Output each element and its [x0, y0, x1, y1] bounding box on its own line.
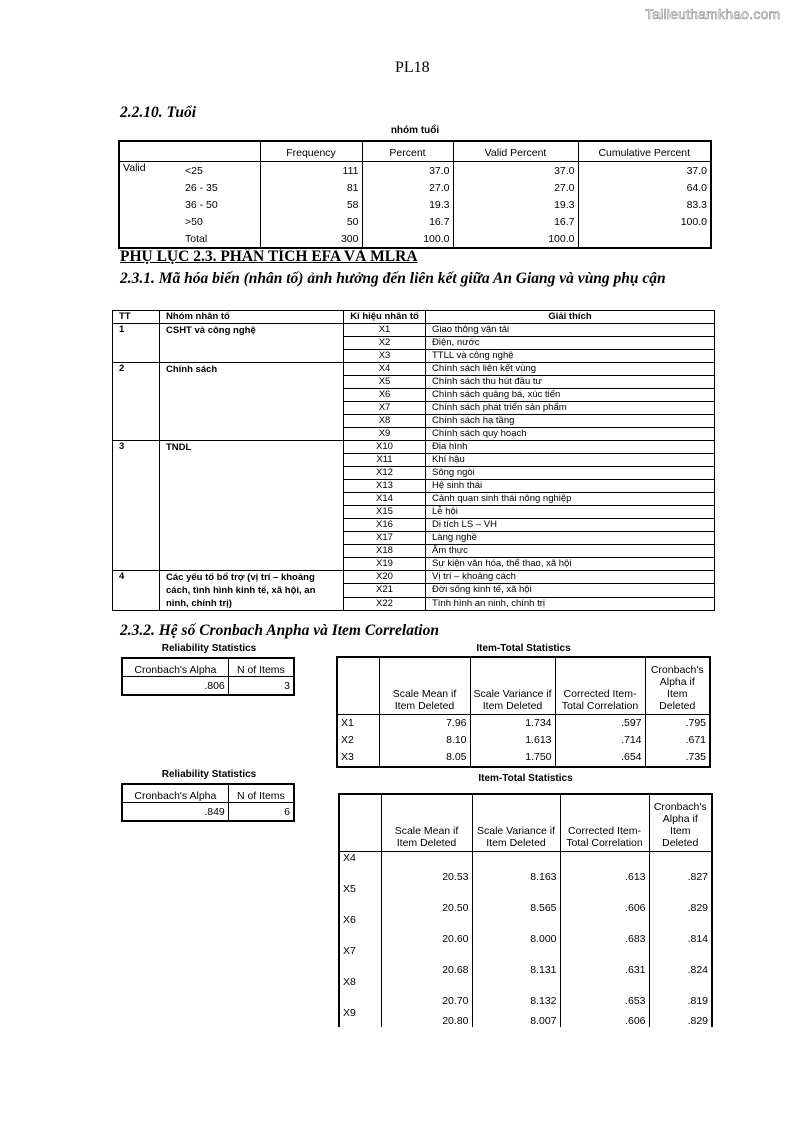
col-header-tt: TT [113, 311, 160, 324]
cell-alpha-if-deleted: .671 [685, 734, 706, 746]
cell-alpha-if-deleted: .819 [687, 995, 708, 1007]
cell-cumulative-percent: 64.0 [686, 181, 707, 194]
variable-encoding-table [112, 310, 715, 611]
factor-description: TTLL và công nghệ [426, 350, 715, 363]
cell-scale-mean: 20.60 [381, 914, 472, 945]
row-label: X6 [339, 914, 381, 945]
table-row [339, 976, 712, 1007]
factor-code: X12 [344, 467, 426, 480]
cell-cumulative-percent: 100.0 [680, 215, 707, 228]
section-heading-age: 2.2.10. Tuổi [120, 104, 197, 121]
row-label: >50 [182, 213, 260, 230]
col-header-corrected-correlation: Corrected Item-Total Correlation [560, 794, 649, 851]
group-name: CSHT và công nghệ [160, 324, 344, 363]
group-number: 2 [113, 363, 160, 441]
cell-percent: 27.0 [362, 179, 453, 196]
cell-corrected-correlation: .714 [555, 732, 645, 749]
factor-code: X4 [344, 363, 426, 376]
table-row [339, 914, 712, 945]
col-header-factor-symbol: Kí hiệu nhân tố [344, 311, 426, 324]
table-row [339, 851, 712, 883]
row-label: 36 - 50 [182, 196, 260, 213]
factor-code: X19 [344, 558, 426, 571]
factor-description: Ẩm thực [426, 545, 715, 558]
table-row [339, 883, 712, 914]
factor-description: Tình hình an ninh, chính trị [426, 597, 715, 610]
valid-label: Valid [123, 162, 146, 174]
table-row [119, 213, 711, 230]
col-header-corrected-correlation: Corrected Item-Total Correlation [555, 657, 645, 714]
table-row [113, 363, 715, 376]
factor-code: X9 [344, 428, 426, 441]
row-label: <25 [182, 162, 260, 180]
section-heading-cronbach: 2.3.2. Hệ số Cronbach Anpha và Item Correlation [120, 622, 439, 639]
cell-corrected-correlation: .653 [560, 976, 649, 1007]
factor-description: Địa hình [426, 441, 715, 454]
cell-scale-mean: 20.50 [381, 883, 472, 914]
factor-description: Chính sách hạ tầng [426, 415, 715, 428]
factor-description: Hệ sinh thái [426, 480, 715, 493]
cell-alpha-if-deleted: .829 [687, 902, 708, 914]
cell-alpha-if-deleted: .824 [687, 964, 708, 976]
table-row [113, 571, 715, 584]
item-total-caption: Item-Total Statistics [476, 643, 571, 654]
table-row [119, 162, 711, 180]
table-row [113, 324, 715, 337]
col-header-percent: Percent [362, 141, 453, 162]
appendix-title: PHỤ LỤC 2.3. PHÂN TÍCH EFA VÀ MLRA [120, 248, 418, 265]
reliability-statistics-table [121, 657, 295, 696]
cell-alpha-if-deleted: .735 [685, 751, 706, 763]
cell-valid-percent: 19.3 [453, 196, 578, 213]
cell-alpha-if-deleted: .814 [687, 933, 708, 945]
col-header-valid-percent: Valid Percent [453, 141, 578, 162]
col-header-scale-variance: Scale Variance if Item Deleted [472, 794, 560, 851]
factor-description: Chính sách quảng bá, xúc tiến [426, 389, 715, 402]
cell-scale-mean: 8.10 [379, 732, 470, 749]
cell-scale-variance: 1.734 [470, 714, 555, 732]
col-header-factor-group: Nhóm nhân tố [160, 311, 344, 324]
factor-code: X8 [344, 415, 426, 428]
col-header-explanation: Giải thích [426, 311, 715, 324]
factor-code: X5 [344, 376, 426, 389]
cell-cumulative-percent: 83.3 [686, 198, 707, 211]
cell-scale-variance: 8.131 [472, 945, 560, 976]
group-number: 3 [113, 441, 160, 571]
cell-valid-percent: 27.0 [453, 179, 578, 196]
section-heading-encoding: 2.3.1. Mã hóa biến (nhân tố) ảnh hưởng đến liên kết giữa An Giang và vùng phụ cận [120, 270, 666, 287]
factor-code: X3 [344, 350, 426, 363]
encoding-header-row [113, 311, 715, 324]
cell-scale-variance: 1.750 [470, 749, 555, 767]
factor-code: X20 [344, 571, 426, 584]
reliability-statistics-table [121, 783, 295, 822]
item-total-statistics-table [336, 656, 711, 768]
cell-valid-percent: 100.0 [453, 230, 578, 248]
page-label: PL18 [395, 59, 430, 76]
row-label: X9 [339, 1007, 381, 1027]
cell-scale-mean: 8.05 [379, 749, 470, 767]
factor-description: Chính sách quy hoạch [426, 428, 715, 441]
cell-scale-variance: 8.565 [472, 883, 560, 914]
cell-percent: 100.0 [362, 230, 453, 248]
cell-n-items: 3 [284, 679, 290, 692]
group-number: 4 [113, 571, 160, 611]
col-header-cumulative-percent: Cumulative Percent [598, 147, 691, 159]
cell-corrected-correlation: .597 [555, 714, 645, 732]
cell-valid-percent: 37.0 [453, 162, 578, 180]
factor-code: X2 [344, 337, 426, 350]
factor-description: Vị trí – khoảng cách [426, 571, 715, 584]
cell-valid-percent: 16.7 [453, 213, 578, 230]
cell-corrected-correlation: .613 [560, 851, 649, 883]
row-label: Total [182, 230, 260, 248]
factor-code: X7 [344, 402, 426, 415]
col-header-alpha-if-deleted: Cronbach's Alpha if Item Deleted [650, 663, 704, 712]
cell-scale-mean: 7.96 [379, 714, 470, 732]
cell-scale-variance: 1.613 [470, 732, 555, 749]
reliability-caption: Reliability Statistics [161, 643, 257, 654]
item-total-statistics-table [338, 793, 713, 1027]
row-label: X5 [339, 883, 381, 914]
factor-code: X14 [344, 493, 426, 506]
cell-frequency: 111 [260, 162, 362, 180]
watermark: Tailieuthamkhao.com [645, 6, 781, 22]
table-row [339, 1007, 712, 1027]
cell-scale-mean: 20.53 [381, 851, 472, 883]
factor-code: X13 [344, 480, 426, 493]
cell-n-items: 6 [284, 805, 290, 818]
row-label: X2 [337, 732, 379, 749]
row-label: X3 [337, 749, 379, 767]
cell-cronbach-alpha: .849 [122, 803, 228, 822]
col-header-frequency: Frequency [260, 141, 362, 162]
col-header-scale-mean: Scale Mean if Item Deleted [379, 657, 470, 714]
table-row [119, 196, 711, 213]
cell-frequency: 58 [260, 196, 362, 213]
col-header-scale-variance: Scale Variance if Item Deleted [470, 657, 555, 714]
cell-percent: 37.0 [362, 162, 453, 180]
group-number: 1 [113, 324, 160, 363]
cell-alpha-if-deleted: .827 [687, 871, 708, 883]
cell-alpha-if-deleted: .829 [687, 1015, 708, 1027]
factor-code: X10 [344, 441, 426, 454]
factor-code: X21 [344, 584, 426, 597]
factor-code: X17 [344, 532, 426, 545]
table-row [119, 230, 711, 248]
cell-scale-mean: 20.68 [381, 945, 472, 976]
col-header-n-items: N of Items [236, 790, 285, 802]
row-label: 26 - 35 [182, 179, 260, 196]
row-label: X8 [339, 976, 381, 1007]
cell-percent: 19.3 [362, 196, 453, 213]
table-row [337, 749, 710, 767]
cell-scale-mean: 20.70 [381, 976, 472, 1007]
factor-code: X18 [344, 545, 426, 558]
col-header-cronbach-alpha: Cronbach's Alpha [122, 658, 228, 677]
factor-description: Chính sách liên kết vùng [426, 363, 715, 376]
group-name: Các yếu tố bổ trợ (vị trí – khoảng cách, tình hình kinh tế, xã hội, an ninh, chính trị) [160, 571, 344, 611]
factor-code: X16 [344, 519, 426, 532]
factor-description: Giao thông vận tải [426, 324, 715, 337]
cell-scale-variance: 8.007 [472, 1007, 560, 1027]
cell-scale-mean: 20.80 [381, 1007, 472, 1027]
table-row [337, 732, 710, 749]
factor-code: X11 [344, 454, 426, 467]
cell-alpha-if-deleted: .795 [685, 717, 706, 729]
row-label: X1 [337, 714, 379, 732]
factor-description: Chính sách thu hút đầu tư [426, 376, 715, 389]
cell-frequency: 300 [260, 230, 362, 248]
factor-code: X22 [344, 597, 426, 610]
cell-corrected-correlation: .631 [560, 945, 649, 976]
col-header-scale-mean: Scale Mean if Item Deleted [381, 794, 472, 851]
cell-cumulative-percent: 37.0 [686, 164, 707, 177]
cell-cronbach-alpha: .806 [122, 677, 228, 696]
factor-description: Điện, nước [426, 337, 715, 350]
row-label: X7 [339, 945, 381, 976]
factor-description: Di tích LS – VH [426, 519, 715, 532]
cell-percent: 16.7 [362, 213, 453, 230]
cell-corrected-correlation: .606 [560, 1007, 649, 1027]
cell-corrected-correlation: .683 [560, 914, 649, 945]
age-table-caption: nhóm tuổi [390, 125, 440, 136]
col-header-alpha-if-deleted: Cronbach's Alpha if Item Deleted [653, 800, 707, 849]
factor-code: X6 [344, 389, 426, 402]
cell-corrected-correlation: .654 [555, 749, 645, 767]
table-row [339, 945, 712, 976]
group-name: Chính sách [160, 363, 344, 441]
cell-frequency: 81 [260, 179, 362, 196]
group-name: TNDL [160, 441, 344, 571]
table-row [119, 179, 711, 196]
factor-description: Chính sách phát triển sản phẩm [426, 402, 715, 415]
factor-description: Lễ hội [426, 506, 715, 519]
table-row [113, 441, 715, 454]
col-header-cronbach-alpha: Cronbach's Alpha [122, 784, 228, 803]
cell-cumulative-percent [578, 230, 711, 248]
row-label: X4 [339, 851, 381, 883]
cell-scale-variance: 8.132 [472, 976, 560, 1007]
factor-code: X1 [344, 324, 426, 337]
cell-corrected-correlation: .606 [560, 883, 649, 914]
age-frequency-table [118, 140, 712, 249]
item-total-caption: Item-Total Statistics [478, 773, 573, 784]
factor-description: Cảnh quan sinh thái nông nghiệp [426, 493, 715, 506]
factor-description: Khí hậu [426, 454, 715, 467]
reliability-caption: Reliability Statistics [161, 769, 257, 780]
factor-description: Sông ngòi [426, 467, 715, 480]
factor-description: Làng nghề [426, 532, 715, 545]
cell-scale-variance: 8.000 [472, 914, 560, 945]
col-header-n-items: N of Items [236, 664, 285, 676]
factor-description: Đời sống kinh tế, xã hội [426, 584, 715, 597]
cell-frequency: 50 [260, 213, 362, 230]
cell-scale-variance: 8.163 [472, 851, 560, 883]
table-row [337, 714, 710, 732]
factor-description: Sự kiện văn hóa, thể thao, xã hội [426, 558, 715, 571]
factor-code: X15 [344, 506, 426, 519]
